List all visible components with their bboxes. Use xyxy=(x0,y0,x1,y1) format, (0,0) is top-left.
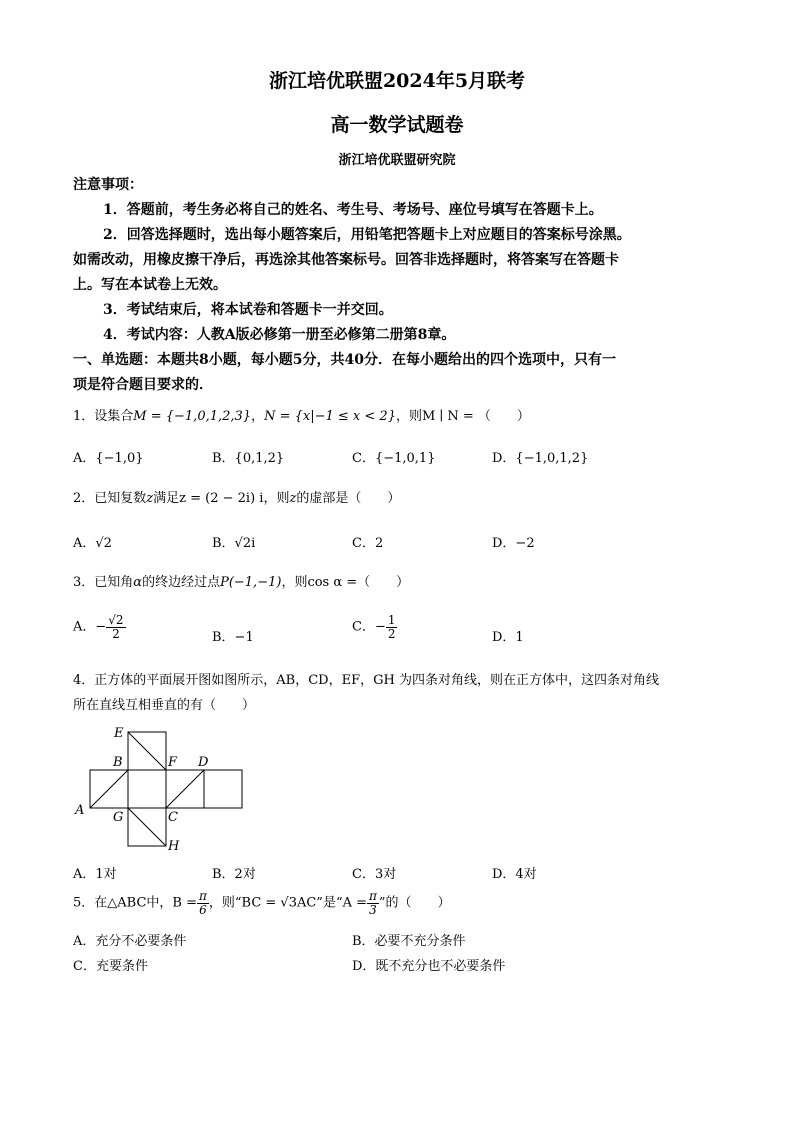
q2-option-a: A．√2 xyxy=(73,536,112,551)
label-b: B xyxy=(113,755,123,770)
q3-option-d: D．1 xyxy=(492,630,524,645)
notice-item-1: 1．答题前，考生务必将自己的姓名、考生号、考场号、座位号填写在答题卡上。 xyxy=(103,202,603,218)
q5-option-a: A．充分不必要条件 xyxy=(73,934,187,949)
q3-option-c xyxy=(352,614,397,640)
q3-option-c-fraction xyxy=(386,614,398,640)
q5-a-fraction xyxy=(367,890,379,916)
q5-a-denominator: 3 xyxy=(369,902,377,917)
notice-item-2: 2．回答选择题时，选出每小题答案后，用铅笔把答题卡上对应题目的答案标号涂黑。 xyxy=(103,227,631,243)
diagonal-gh xyxy=(128,808,166,846)
q1-text-b: ，则 xyxy=(395,409,422,424)
q3-option-a-label: A．− xyxy=(73,619,107,635)
notice-heading: 注意事项： xyxy=(73,177,143,193)
exam-subtitle: 高一数学试题卷 xyxy=(330,114,464,136)
q3-option-a-fraction xyxy=(106,614,125,640)
label-d: D xyxy=(198,755,209,770)
q3-point: P(−1,−1) xyxy=(220,575,282,590)
q4-option-b: B．2对 xyxy=(212,867,256,882)
question-3-stem xyxy=(73,571,409,590)
q1-option-d: D．{−1,0,1,2} xyxy=(492,451,589,466)
cube-net-diagonals xyxy=(90,732,204,846)
q2-option-b: B．√2i xyxy=(212,536,256,551)
q3-option-c-label: C．− xyxy=(352,619,386,635)
q3-text-c: ，则 xyxy=(281,575,308,590)
q3-alpha: α xyxy=(133,575,143,590)
q5-text-b: ，则“BC = √3AC”是“A = xyxy=(208,895,368,911)
q3-option-c-numerator: 1 xyxy=(387,613,396,627)
q3-text-b: 的终边经过点 xyxy=(142,575,221,590)
q4-option-c: C．3对 xyxy=(352,867,397,882)
q5-option-c: C．充要条件 xyxy=(73,959,148,974)
q5-option-b: B．必要不充分条件 xyxy=(352,934,466,949)
exam-organization: 浙江培优联盟研究院 xyxy=(338,153,456,168)
net-square-far-right xyxy=(204,770,242,808)
q5-b-numerator: π xyxy=(198,889,207,903)
q1-option-c: C．{−1,0,1} xyxy=(352,451,436,466)
q2-expr: z = (2 − 2i) i xyxy=(179,491,264,506)
q3-option-c-denominator: 2 xyxy=(387,626,396,641)
question-5-stem xyxy=(73,890,451,916)
label-h: H xyxy=(168,839,180,854)
q3-expr: cos α =（ ） xyxy=(307,575,410,590)
label-c: C xyxy=(168,810,178,825)
q1-set-n: N = {x|−1 ≤ x < 2} xyxy=(264,409,396,424)
q3-option-a-denominator: 2 xyxy=(112,626,120,641)
diagonal-cd xyxy=(166,770,204,808)
q2-var: z xyxy=(146,491,154,506)
label-e: E xyxy=(114,726,124,741)
q5-b-denominator: 6 xyxy=(199,902,207,917)
q2-text-b: 满足 xyxy=(153,491,180,506)
q5-option-d: D．既不充分也不必要条件 xyxy=(352,959,506,974)
cube-net-squares xyxy=(90,732,242,846)
section-heading-cont: 项是符合题目要求的． xyxy=(73,377,213,393)
notice-item-2-end: 上。写在本试卷上无效。 xyxy=(73,277,227,293)
q3-text-a: 3．已知角 xyxy=(73,575,134,590)
notice-item-4: 4．考试内容：人教A版必修第一册至必修第二册第8章。 xyxy=(103,327,456,343)
q2-var2: z xyxy=(289,491,297,506)
q2-option-c: C．2 xyxy=(352,536,384,551)
diagonal-ef xyxy=(128,732,166,770)
q3-option-a xyxy=(73,614,126,640)
q5-b-fraction xyxy=(197,890,209,916)
q1-text-a: 1．设集合 xyxy=(73,409,134,424)
question-1-stem xyxy=(73,405,530,424)
question-2-stem xyxy=(73,487,400,506)
q2-text-d: 的虚部是（ ） xyxy=(296,491,401,506)
section-heading: 一、单选题：本题共8小题，每小题5分，共40分．在每小题给出的四个选项中，只有一 xyxy=(73,352,616,368)
label-g: G xyxy=(113,810,124,825)
question-4-stem-cont: 所在直线互相垂直的有（ ） xyxy=(73,698,256,713)
exam-title: 浙江培优联盟2024年5月联考 xyxy=(268,70,526,92)
q1-expr: M ∣ N = （ ） xyxy=(421,409,530,424)
q1-set-m: M = {−1,0,1,2,3} xyxy=(133,409,252,424)
question-4-stem: 4．正方体的平面展开图如图所示，AB，CD，EF，GH 为四条对角线，则在正方体中，这四条对角线 xyxy=(73,673,659,688)
q4-option-d: D．4对 xyxy=(492,867,537,882)
notice-item-2-cont: 如需改动，用橡皮擦干净后，再选涂其他答案标号。回答非选择题时，将答案写在答题卡 xyxy=(73,252,619,268)
net-square-center xyxy=(128,770,166,808)
q1-option-a: A．{−1,0} xyxy=(73,451,144,466)
q5-text-a: 5．在△ABC中，B = xyxy=(73,895,197,911)
q3-option-a-numerator: √2 xyxy=(108,613,124,627)
q2-text-a: 2．已知复数 xyxy=(73,491,147,506)
cube-net-figure xyxy=(70,722,260,854)
q5-text-c: ”的（ ） xyxy=(378,895,451,911)
label-f: F xyxy=(168,755,178,770)
diagonal-ab xyxy=(90,770,128,808)
label-a: A xyxy=(75,803,85,818)
q1-sep: ， xyxy=(251,409,265,424)
notice-item-3: 3．考试结束后，将本试卷和答题卡一并交回。 xyxy=(103,302,393,318)
q5-a-numerator: π xyxy=(369,889,377,903)
q1-option-b: B．{0,1,2} xyxy=(212,451,285,466)
q2-option-d: D．−2 xyxy=(492,536,535,551)
q2-text-c: ，则 xyxy=(263,491,290,506)
q3-option-b: B．−1 xyxy=(212,630,254,645)
q4-option-a: A．1对 xyxy=(73,867,117,882)
